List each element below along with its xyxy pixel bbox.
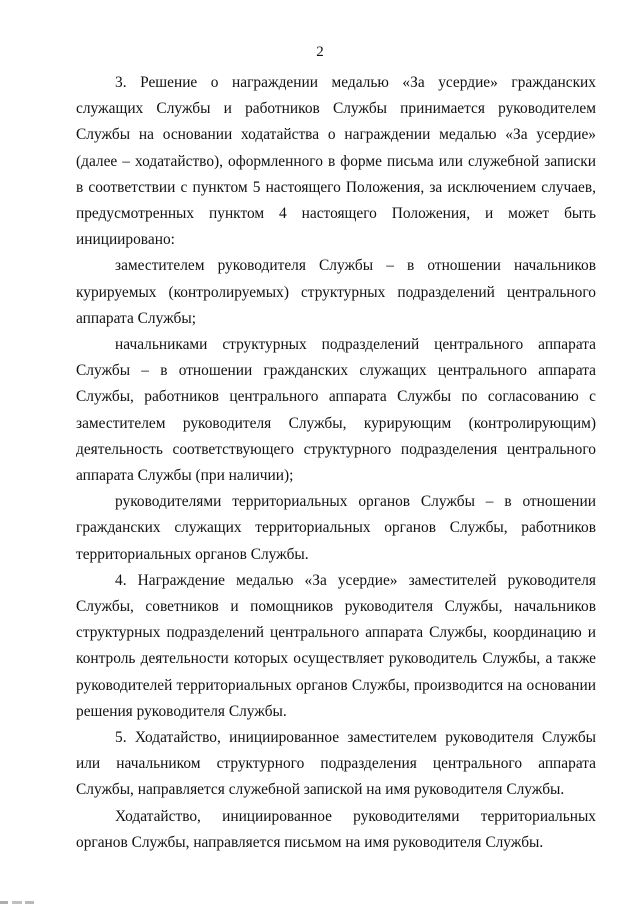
paragraph-3-decision: 3. Решение о награждении медалью «За усердие» гражданских служащих Службы и работников Службы принимается руководителем Службы на основании ходатайства о награждении медалью «За усердие» (далее – ходатайство), оформленного в форме письма или служебной записки в соответствии с пунктом 5 настоящего Положения, за исключением случаев, предусмотренных пунктом 4 настоящего Положения, и может быть инициировано: — [76, 74, 596, 249]
paragraph-4-awarding: 4. Награждение медалью «За усердие» заместителей руководителя Службы, советников и помощников руководителя Службы, начальников структурных подразделений центрального аппарата Службы, координацию и контроль деятельности которых осуществляет руководитель Службы, а также руководителей территориальных органов Службы, производится на основании решения руководителя Службы. — [76, 571, 596, 720]
paragraph-department-heads: начальниками структурных подразделений центрального аппарата Службы – в отношении гражданских служащих центрального аппарата Службы, работников центрального аппарата Службы по согласованию с заместителем руководителя Службы, курирующим (контролирующим) деятельность соответствующего структурного подразделения центрального аппарата Службы (при наличии); — [76, 336, 596, 485]
paragraph-deputy-head: заместителем руководителя Службы – в отношении начальников курируемых (контролируемых) структурных подразделений центрального аппарата Службы; — [76, 257, 596, 327]
paragraph-petition-letter: Ходатайство, инициированное руководителями территориальных органов Службы, направляется письмом на имя руководителя Службы. — [76, 807, 596, 851]
page-number: 2 — [316, 44, 324, 60]
document-body — [76, 70, 596, 856]
paragraph-5-petition: 5. Ходатайство, инициированное заместителем руководителя Службы или начальником структурного подразделения центрального аппарата Службы, направляется служебной запиской на имя руководителя Службы. — [76, 729, 596, 799]
paragraph-territorial-heads: руководителями территориальных органов Службы – в отношении гражданских служащих территориальных органов Службы, работников территориальных органов Службы. — [76, 493, 596, 563]
